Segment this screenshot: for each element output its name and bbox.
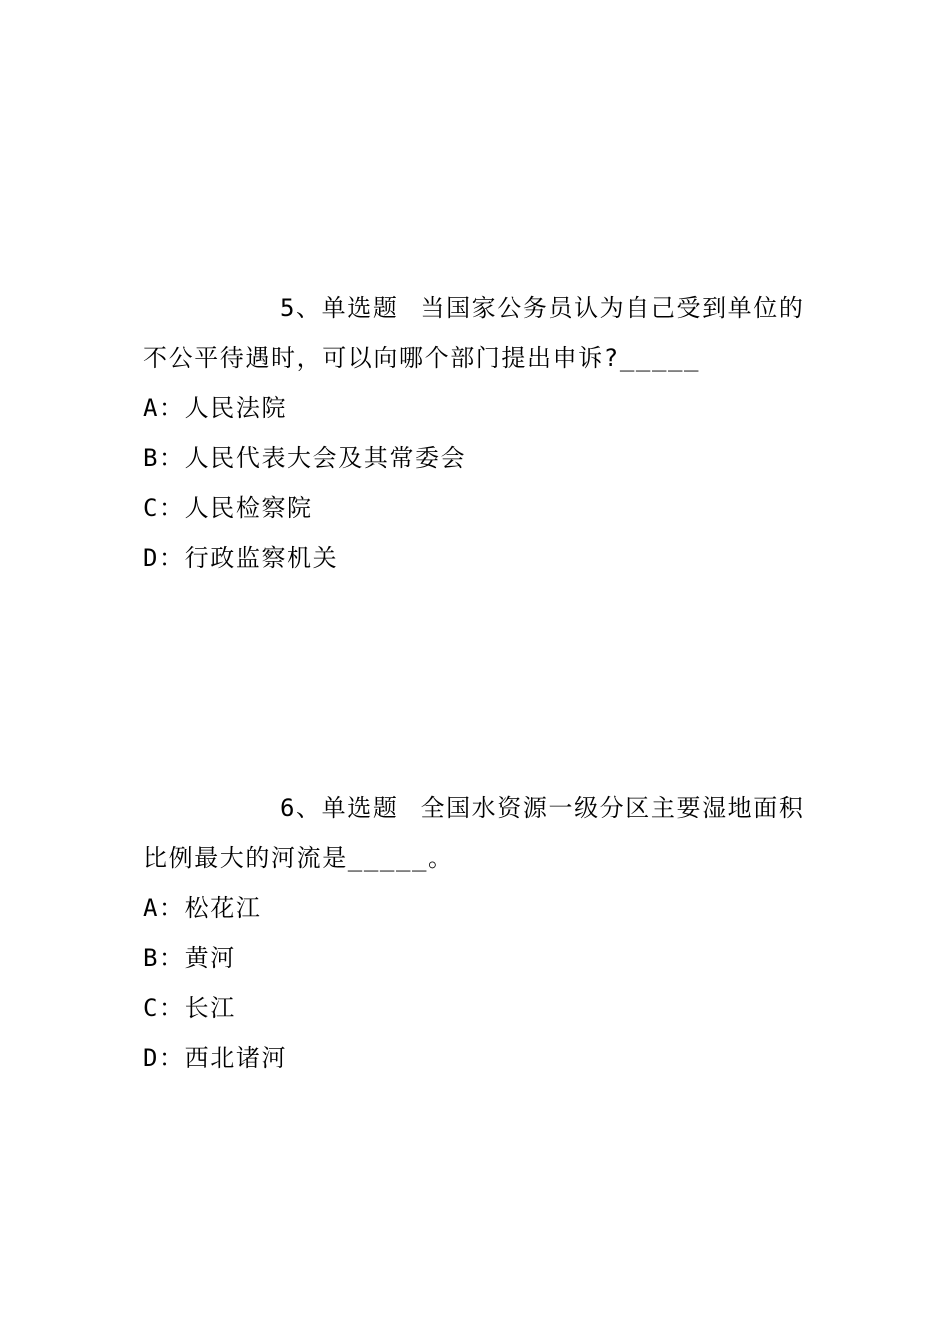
question-6: [143, 783, 808, 1083]
question-text: 当国家公务员认为自己受到单位的不公平待遇时，可以向哪个部门提出申诉?_____: [143, 294, 805, 372]
question-5: [143, 283, 808, 583]
question-stem: [143, 283, 808, 383]
option-list: [143, 883, 808, 1083]
option-c[interactable]: C：长江: [143, 994, 236, 1022]
option-d[interactable]: D：西北诸河: [143, 1044, 288, 1072]
question-stem: [143, 783, 808, 883]
option-d[interactable]: D：行政监察机关: [143, 544, 339, 572]
option-b[interactable]: B：人民代表大会及其常委会: [143, 444, 467, 472]
option-list: [143, 383, 808, 583]
option-b[interactable]: B：黄河: [143, 944, 236, 972]
question-type: 单选题: [321, 294, 399, 322]
option-a[interactable]: A：人民法院: [143, 394, 288, 422]
question-number: 5、: [280, 294, 322, 322]
option-c[interactable]: C：人民检察院: [143, 494, 313, 522]
option-a[interactable]: A：松花江: [143, 894, 262, 922]
question-number: 6、: [280, 794, 322, 822]
question-text: 全国水资源一级分区主要湿地面积比例最大的河流是_____。: [143, 794, 805, 872]
question-type: 单选题: [321, 794, 399, 822]
